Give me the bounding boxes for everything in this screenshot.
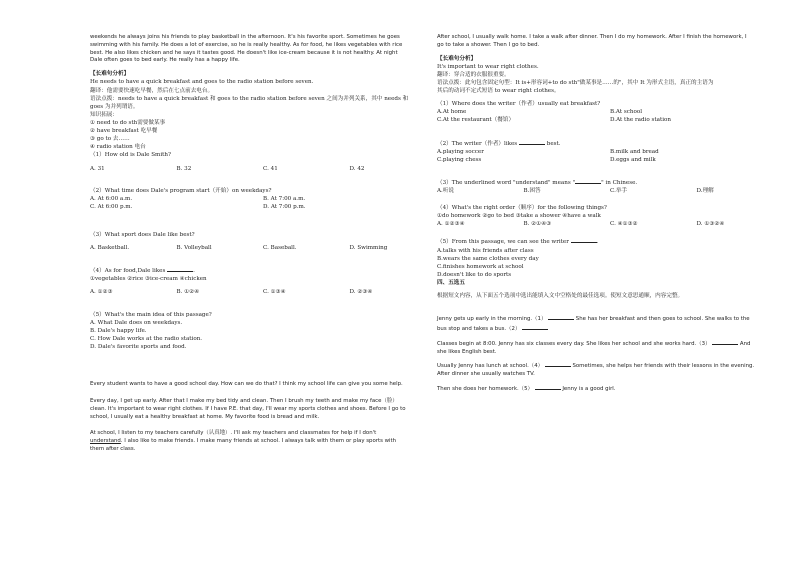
option-d[interactable]: D.理解 [696, 187, 714, 194]
question-4: （4）As for food,Dale likes . ①vegetables ②rice ③ice-cream ④chicken A. ①②③ B. ①②④ C. ①③④ D. ②③④ [90, 266, 436, 296]
question-text: （1）Where does the writer（作者）usually eat breakfast? [437, 101, 601, 108]
question-text-end: " in Chinese. [601, 179, 638, 186]
text-line: them after class. [90, 446, 136, 453]
option-d[interactable]: D. ②③④ [349, 289, 373, 296]
option-b[interactable]: B.At school [610, 109, 642, 116]
question-3 [437, 178, 783, 195]
question-1 [437, 100, 783, 124]
passage-a-ending [90, 34, 436, 65]
text-line: Every day, I get up early. After that I make my bed tidy and clean. Then I brush my teeth and make my face（脸） [90, 397, 398, 404]
vocab-item: ④ radio station 电台 [90, 144, 146, 151]
option-d[interactable]: D.eggs and milk [610, 156, 656, 163]
option-b[interactable]: B. ②①④③ [523, 221, 552, 228]
option-b[interactable]: B. At 7:00 a.m. [263, 195, 306, 202]
question-4 [437, 204, 783, 228]
option-a[interactable]: A.听说 [437, 187, 455, 194]
passage-b [90, 381, 436, 454]
answer-blank-3[interactable] [712, 339, 738, 345]
question-2 [90, 187, 436, 211]
grammar-line: goes 为并列谓语。 [90, 103, 139, 110]
text-line: And [738, 340, 751, 347]
text-line: she likes English best. [437, 348, 497, 355]
text-line: school, I usually eat a healthy breakfast at home. My favorite food is bread and milk. [90, 413, 320, 420]
option-a[interactable]: A.talks with his friends after class [437, 247, 534, 254]
option-c[interactable]: C.finishes homework at school [437, 263, 524, 270]
question-text: （1）How old is Dale Smith? [90, 152, 171, 159]
option-b[interactable]: B. 32 [176, 165, 192, 172]
option-a[interactable]: A.playing soccer [437, 148, 484, 155]
option-c[interactable]: C. 41 [263, 165, 278, 172]
answer-blank-5[interactable] [535, 384, 561, 390]
text-line: Dale often goes to bed early. He really has a happy life. [90, 57, 240, 64]
passage-b-ending [437, 34, 783, 50]
text-line: Jenny gets up early in the morning.（1） [437, 316, 547, 323]
question-5 [90, 311, 436, 352]
answer-blank[interactable] [571, 237, 597, 243]
text-line: At school, I listen to my teachers carefully（认真地）. I'll ask my teachers and classmates for help if I don't [90, 430, 377, 437]
option-c[interactable]: C.At the restaurant（餐馆） [437, 117, 515, 124]
text-line: After dinner she usually watches TV. [437, 371, 535, 378]
question-5: （5）From this passage, we can see the writer . A.talks with his friends after class B.wears the same clothes every day C.finishes homework at school D.doesn't like to do sports [437, 237, 783, 279]
text-line: best. He also likes chicken and he says it tastes good. He doesn't like ice-cream because it is not healthy. At night [90, 49, 398, 56]
question-text-end: best. [546, 140, 561, 147]
question-text: （5）What's the main idea of this passage? [90, 311, 212, 318]
question-text: （3）What sport does Dale like best? [90, 231, 195, 238]
option-c[interactable]: C. Baseball. [263, 245, 297, 252]
grammar-line: 语法点拨：needs to have a quick breakfast 和 goes to the radio station before seven 之间为并列关系，其中 needs 和 [90, 95, 409, 102]
option-b[interactable]: B. Dale's happy life. [90, 327, 147, 334]
translation-line: 翻译：他需要快速吃早餐，然后在七点前去电台。 [90, 87, 214, 94]
text-line: swimming with his family. He does a lot of exercise, so he is really healthy. As for food, he likes vegetables with rice [90, 41, 403, 48]
question-text: （3）The underlined word "understand" means " [437, 179, 576, 186]
vocab-item: ① need to do sth需要做某事 [90, 119, 166, 126]
question-text: （2）What time does Dale's program start（开始）on weekdays? [90, 187, 272, 194]
text-line: Then she does her homework.（5） [437, 386, 533, 393]
option-c[interactable]: C.playing chess [437, 156, 482, 163]
text-line: weekends he always joins his friends to play basketball in the afternoon. It's his favorite sport. Sometimes he goes [90, 34, 400, 40]
analysis-sentence: It's important to wear right clothes. [437, 63, 539, 70]
section-instructions: 根据短文内容，从下面五个选项中选出能填入文中空格处的最佳选项。使短文意思通顺，内容完整。 [437, 293, 684, 300]
question-text: （4）What's the right order（顺序）for the following things? [437, 205, 607, 212]
option-b[interactable]: B. ①②④ [176, 289, 200, 296]
option-a[interactable]: A. Basketball. [90, 245, 130, 252]
option-b[interactable]: B.wears the same clothes every day [437, 255, 539, 262]
question-text: （2）The writer（作者）likes [437, 140, 518, 147]
option-c[interactable]: C. At 6:00 p.m. [90, 203, 133, 210]
grammar-line: 其后的动词不定式短语 to wear right clothes。 [437, 88, 560, 95]
option-a[interactable]: A. What Dale does on weekdays. [90, 319, 183, 326]
option-c[interactable]: C. ①③④ [263, 289, 286, 296]
right-column [437, 34, 783, 394]
order-items: ①do homework ②go to bed ③take a shower ④have a walk [437, 213, 601, 220]
option-c[interactable]: C. ④①③② [610, 221, 638, 228]
section-title: 四、五选五 [437, 279, 465, 286]
text-line: clean. It's important to wear right clothes. If I have P.E. that day, I'll wear my sports clothes and shoes. Before I go to [90, 405, 406, 412]
answer-blank[interactable] [519, 139, 545, 145]
text-line: go to take a shower. Then I go to bed. [437, 41, 540, 48]
option-d[interactable]: D.At the radio station [610, 117, 671, 124]
text-line: Jenny is a good girl. [560, 386, 616, 393]
option-a[interactable]: A. ①②③④ [437, 221, 465, 228]
analysis-heading: 【长难句分析】 [437, 55, 477, 62]
food-items: ①vegetables ②rice ③ice-cream ④chicken [90, 276, 207, 283]
option-d[interactable]: D. 42 [349, 165, 365, 172]
answer-blank-1[interactable] [548, 314, 574, 320]
option-d[interactable]: D. Dale's favorite sports and food. [90, 343, 187, 350]
analysis-sentence: He needs to have a quick breakfast and goes to the radio station before seven. [90, 79, 314, 86]
option-d[interactable]: D.doesn't like to do sports [437, 271, 512, 278]
option-c[interactable]: C. How Dale works at the radio station. [90, 335, 203, 342]
text-line: . I also like to make friends. I make many friends at school. I always talk with them or play sports with [120, 438, 397, 445]
analysis-heading: 【长难句分析】 [90, 71, 130, 78]
answer-blank[interactable] [167, 266, 193, 272]
translation-line: 翻译：穿合适的衣服很重要。 [437, 71, 510, 78]
answer-blank[interactable] [575, 178, 601, 184]
left-column [90, 34, 436, 454]
text-line: Sometimes, she helps her friends with their lessons in the evening. [570, 363, 755, 370]
grammar-line: 语法点拨：此句包含固定句型：It is+形容词+to do sth"做某事是……的"，其中 It 为形式主语，真正的主语为 [437, 79, 714, 86]
question-text: （5）From this passage, we can see the writer [437, 239, 569, 246]
text-line: Usually Jenny has lunch at school.（4） [437, 363, 544, 370]
option-a[interactable]: A.At home [437, 109, 467, 116]
answer-blank-4[interactable] [545, 361, 571, 367]
question-2 [437, 139, 783, 164]
question-1 [90, 151, 436, 172]
option-b[interactable]: B. Volleyball [176, 245, 212, 252]
option-a[interactable]: A. 31 [90, 165, 105, 172]
vocab-heading: 知识拓展： [90, 111, 118, 118]
passage-c [437, 314, 783, 394]
vocab-item: ② have breakfast 吃早餐 [90, 128, 158, 135]
question-3 [90, 231, 436, 252]
text-line: After school, I usually walk home. I take a walk after dinner. Then I do my homework. After I finish the homework, I [437, 34, 747, 40]
option-a[interactable]: A. ①②③ [90, 289, 113, 296]
text-line: bus stop and takes a bus.（2） [437, 326, 521, 332]
option-d[interactable]: D. Swimming [349, 245, 388, 252]
option-d[interactable]: D. ①③②④ [696, 221, 725, 228]
text-line: Classes begin at 8:00. Jenny has six classes every day. She likes her school and she works hard.（3） [437, 340, 711, 347]
underlined-word: understand [90, 438, 121, 445]
option-b[interactable]: B.milk and bread [610, 148, 659, 155]
option-a[interactable]: A. At 6:00 a.m. [90, 195, 133, 202]
vocab-item: ③ go to 去…… [90, 136, 130, 143]
option-b[interactable]: B.困答 [523, 187, 541, 194]
answer-blank-2[interactable] [522, 324, 548, 330]
option-c[interactable]: C.举手 [610, 187, 628, 194]
text-line: Every student wants to have a good school day. How can we do that? I think my school life can give you some help. [90, 381, 403, 388]
option-d[interactable]: D. At 7:00 p.m. [263, 203, 306, 210]
question-text: （4）As for food,Dale likes [90, 268, 166, 275]
text-line: She has her breakfast and then goes to school. She walks to the [574, 316, 750, 323]
